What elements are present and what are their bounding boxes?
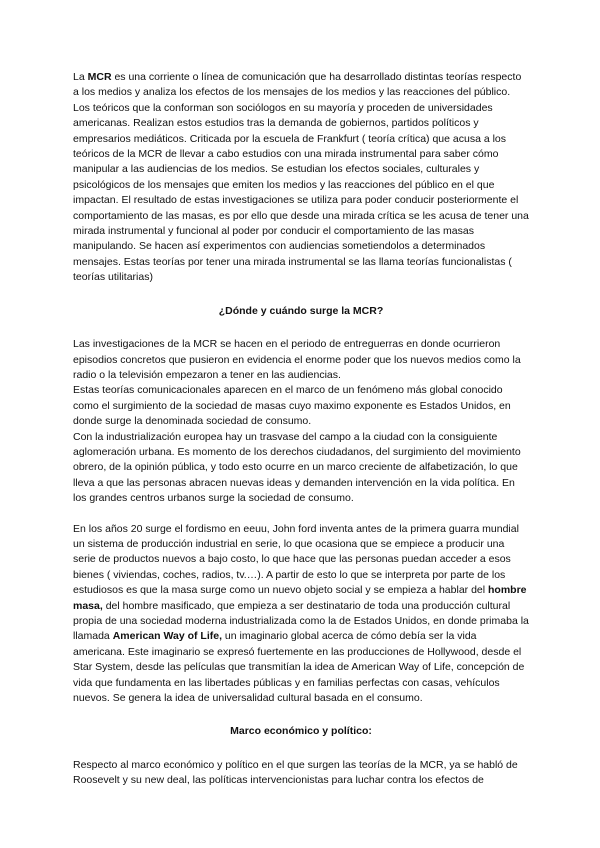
section-heading-origin: ¿Dónde y cuándo surge la MCR?	[218, 304, 384, 317]
intro-text-1: La	[73, 71, 88, 83]
fordism-text-3: un imaginario global acerca de cómo debía ser la vida americana. Este imaginario se expresó fuertemente en las producciones de Hollywood, desde el Star System, desde las películas que transmitían la idea de American Way of Life, concepción de vida que fundamenta en las libertades públicas y en familias perfectas con casas, vehículos nuevos. Se genera la idea de universalidad cultural basada en el consumo.	[73, 630, 525, 705]
paragraph-industrialization: Con la industrialización europea hay un trasvase del campo a la ciudad con la consiguiente aglomeración urbana. Es momento de los derechos ciudadanos, del surgimiento del movimiento obrero, de la opinión pública, y todo esto ocurre en un marco creciente de alfabetización, lo que lleva a que las personas abracen nuevas ideas y demanden intervención en la vida política. En los grandes centros urbanos surge la sociedad de consumo.	[73, 430, 521, 505]
fordism-text-2: del hombre masificado, que empieza a ser destinatario de toda una producción cultural propia de una sociedad moderna industrializada como la de Estados Unidos, en donde primaba la llamada	[73, 599, 529, 643]
intro-paragraph	[73, 70, 529, 286]
paragraph-mass-society: Estas teorías comunicacionales aparecen en el marco de un fenómeno más global conocido como el surgimiento de la sociedad de masas cuyo maximo exponente es Estados Unidos, en donde surge la denominada sociedad de consumo.	[73, 384, 511, 428]
intro-mcr-term: MCR	[87, 71, 112, 83]
term-american-way-of-life: American Way of Life,	[112, 630, 223, 643]
term-hombre-masa: hombre masa,	[73, 584, 527, 612]
paragraph-economic-context: Respecto al marco económico y político en el que surgen las teorías de la MCR, ya se habló de Roosevelt y su new deal, las políticas intervencionistas para luchar contra los efectos de	[73, 758, 518, 787]
fordism-text-1: En los años 20 surge el fordismo en eeuu, John ford inventa antes de la primera guarra mundial un sistema de producción industrial en serie, lo que ocasiona que se empiece a producir una serie de productos nuevos a bajo costo, lo que hace que las personas puedan acceder a esos bienes ( viviendas, coches, radios, tv.…). A partir de esto lo que se interpreta por parte de los estudiosos es que la masa surge como un nuevo objeto social y se empieza a hablar del	[73, 522, 519, 597]
intro-text-2: es una corriente o línea de comunicación que ha desarrollado distintas teorías respecto a los medios y analiza los efectos de los mensajes de los medios y las reacciones del público. Los teóricos que la conforman son sociólogos en su mayoría y proceden de universidades americanas. Realizan estos estudios tras la demanda de gobiernos, partidos políticos y empresarios mediáticos. Criticada por la escuela de Frankfurt ( teoría crítica) que acusa a los teóricos de la MCR de llevar a cabo estudios con una mirada instrumental para saber cómo manipular a las audiencias de los medios. Se estudian los efectos sociales, culturales y psicológicos de los mensajes que emiten los medios y las reacciones del público en el que impactan. El resultado de estas investigaciones se utiliza para poder conducir posteriormente el comportamiento de las masas, es por ello que desde una mirada crítica se les acusa de tener una mirada instrumental y funcional al poder por conducir el comportamiento de las masas manipulando. Se hacen así experimentos con audiencias sometiendolos a determinados mensajes. Estas teorías por tener una mirada instrumental se las llama teorías funcionalistas ( teorías utilitarias)	[73, 71, 529, 284]
document-page	[73, 70, 529, 789]
paragraph-fordism	[73, 522, 529, 707]
section-heading-economic: Marco económico y político:	[230, 725, 372, 738]
paragraph-interwar: Las investigaciones de la MCR se hacen en el periodo de entreguerras en donde ocurrieron episodios concretos que pusieron en evidencia el enorme poder que los nuevos medios como la radio o la televisión empezaron a tener en las audiencias.	[73, 338, 521, 381]
